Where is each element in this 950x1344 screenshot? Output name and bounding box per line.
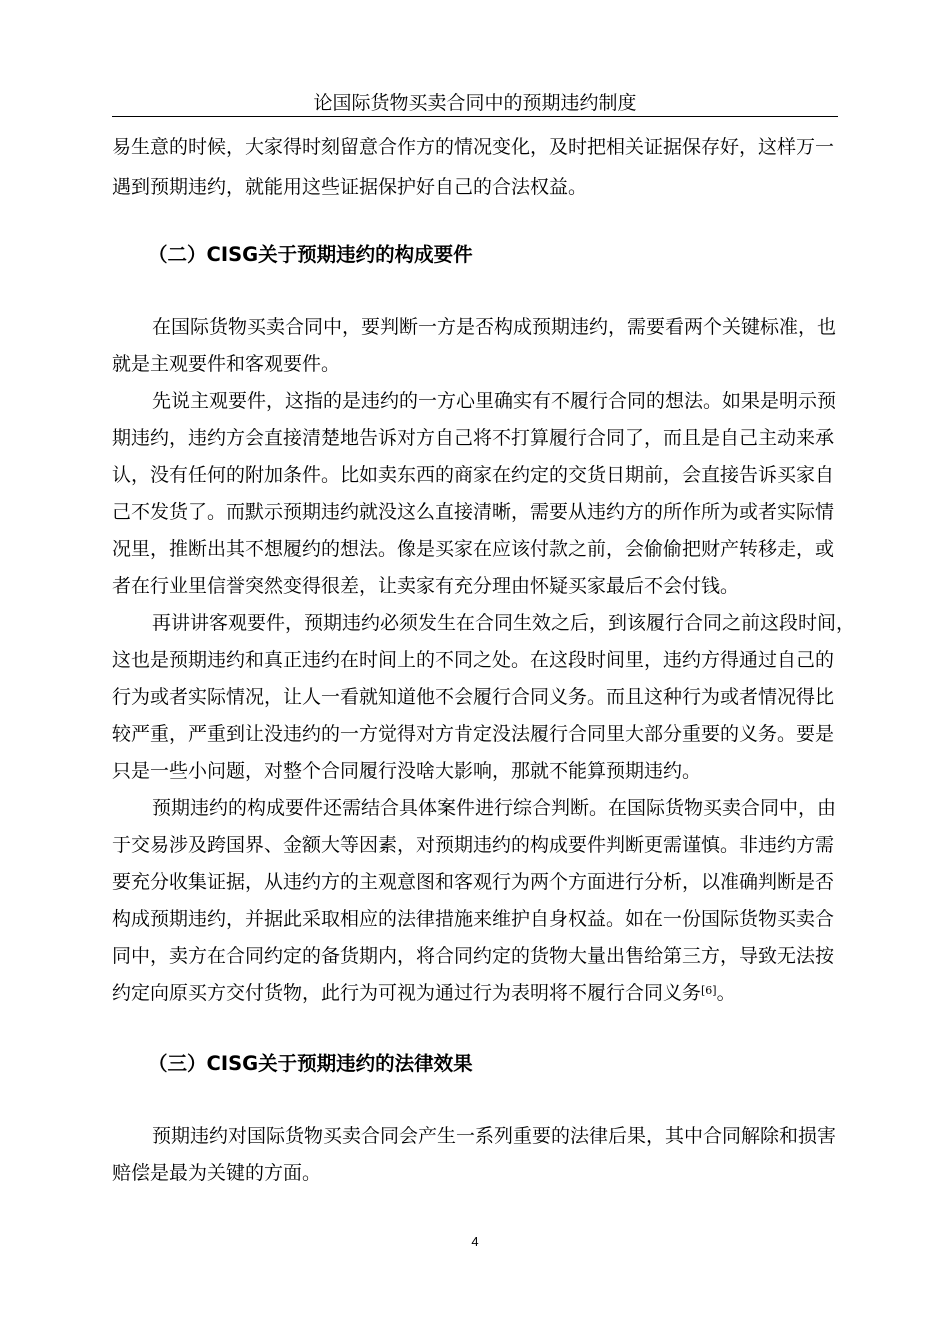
paragraph-line	[112, 978, 736, 1008]
paragraph-line: 同中，卖方在合同约定的备货期内，将合同约定的货物大量出售给第三方，导致无法按	[112, 945, 835, 967]
paragraph-line: 认，没有任何的附加条件。比如卖东西的商家在约定的交货日期前，会直接告诉买家自	[112, 464, 835, 486]
paragraph-line: 期违约，违约方会直接清楚地告诉对方自己将不打算履行合同了，而且是自己主动来承	[112, 427, 835, 449]
paragraph-line: 者在行业里信誉突然变得很差，让卖家有充分理由怀疑买家最后不会付钱。	[112, 575, 740, 597]
heading-rest: 关于预期违约的构成要件	[258, 243, 473, 266]
paragraph-line: 再讲讲客观要件，预期违约必须发生在合同生效之后，到该履行合同之前这段时间，	[152, 612, 856, 634]
paragraph-line: 预期违约对国际货物买卖合同会产生一系列重要的法律后果，其中合同解除和损害	[152, 1125, 837, 1147]
paragraph-text: 约定向原买方交付货物，此行为可视为通过行为表明将不履行合同义务	[112, 982, 702, 1004]
paragraph-line: 先说主观要件，这指的是违约的一方心里确实有不履行合同的想法。如果是明示预	[152, 390, 837, 412]
heading-latin: CISG	[206, 243, 259, 266]
section-heading-2	[148, 240, 473, 270]
section-heading-3	[148, 1049, 473, 1079]
header-rule	[112, 116, 838, 117]
paragraph-line: 行为或者实际情况，让人一看就知道他不会履行合同义务。而且这种行为或者情况得比	[112, 686, 835, 708]
paragraph-line: 要充分收集证据，从违约方的主观意图和客观行为两个方面进行分析，以准确判断是否	[112, 871, 835, 893]
paragraph-line: 在国际货物买卖合同中，要判断一方是否构成预期违约，需要看两个关键标准，也	[152, 316, 837, 338]
heading-latin: CISG	[206, 1052, 259, 1075]
page-number: 4	[471, 1234, 479, 1249]
paragraph-line: 赔偿是最为关键的方面。	[112, 1162, 322, 1184]
paragraph-line: 预期违约的构成要件还需结合具体案件进行综合判断。在国际货物买卖合同中，由	[152, 797, 837, 819]
paragraph-line: 只是一些小问题，对整个合同履行没啥大影响，那就不能算预期违约。	[112, 760, 702, 782]
paragraph-line: 较严重，严重到让没违约的一方觉得对方肯定没法履行合同里大部分重要的义务。要是	[112, 723, 835, 745]
page-header: 论国际货物买卖合同中的预期违约制度	[313, 92, 637, 114]
heading-prefix: （二）	[148, 243, 207, 266]
body-text-line: 易生意的时候，大家得时刻留意合作方的情况变化，及时把相关证据保存好，这样万一	[112, 136, 835, 158]
paragraph-line: 就是主观要件和客观要件。	[112, 353, 341, 375]
body-text-line: 遇到预期违约，就能用这些证据保护好自己的合法权益。	[112, 176, 588, 198]
paragraph-line: 这也是预期违约和真正违约在时间上的不同之处。在这段时间里，违约方得通过自己的	[112, 649, 835, 671]
paragraph-line: 构成预期违约，并据此采取相应的法律措施来维护自身权益。如在一份国际货物买卖合	[112, 908, 835, 930]
heading-rest: 关于预期违约的法律效果	[258, 1052, 473, 1075]
heading-prefix: （三）	[148, 1052, 207, 1075]
paragraph-line: 况里，推断出其不想履约的想法。像是买家在应该付款之前，会偷偷把财产转移走，或	[112, 538, 835, 560]
paragraph-line: 于交易涉及跨国界、金额大等因素，对预期违约的构成要件判断更需谨慎。非违约方需	[112, 834, 835, 856]
paragraph-line: 己不发货了。而默示预期违约就没这么直接清晰，需要从违约方的所作所为或者实际情	[112, 501, 835, 523]
citation-reference: [6]	[701, 984, 717, 997]
paragraph-end: 。	[716, 982, 736, 1004]
